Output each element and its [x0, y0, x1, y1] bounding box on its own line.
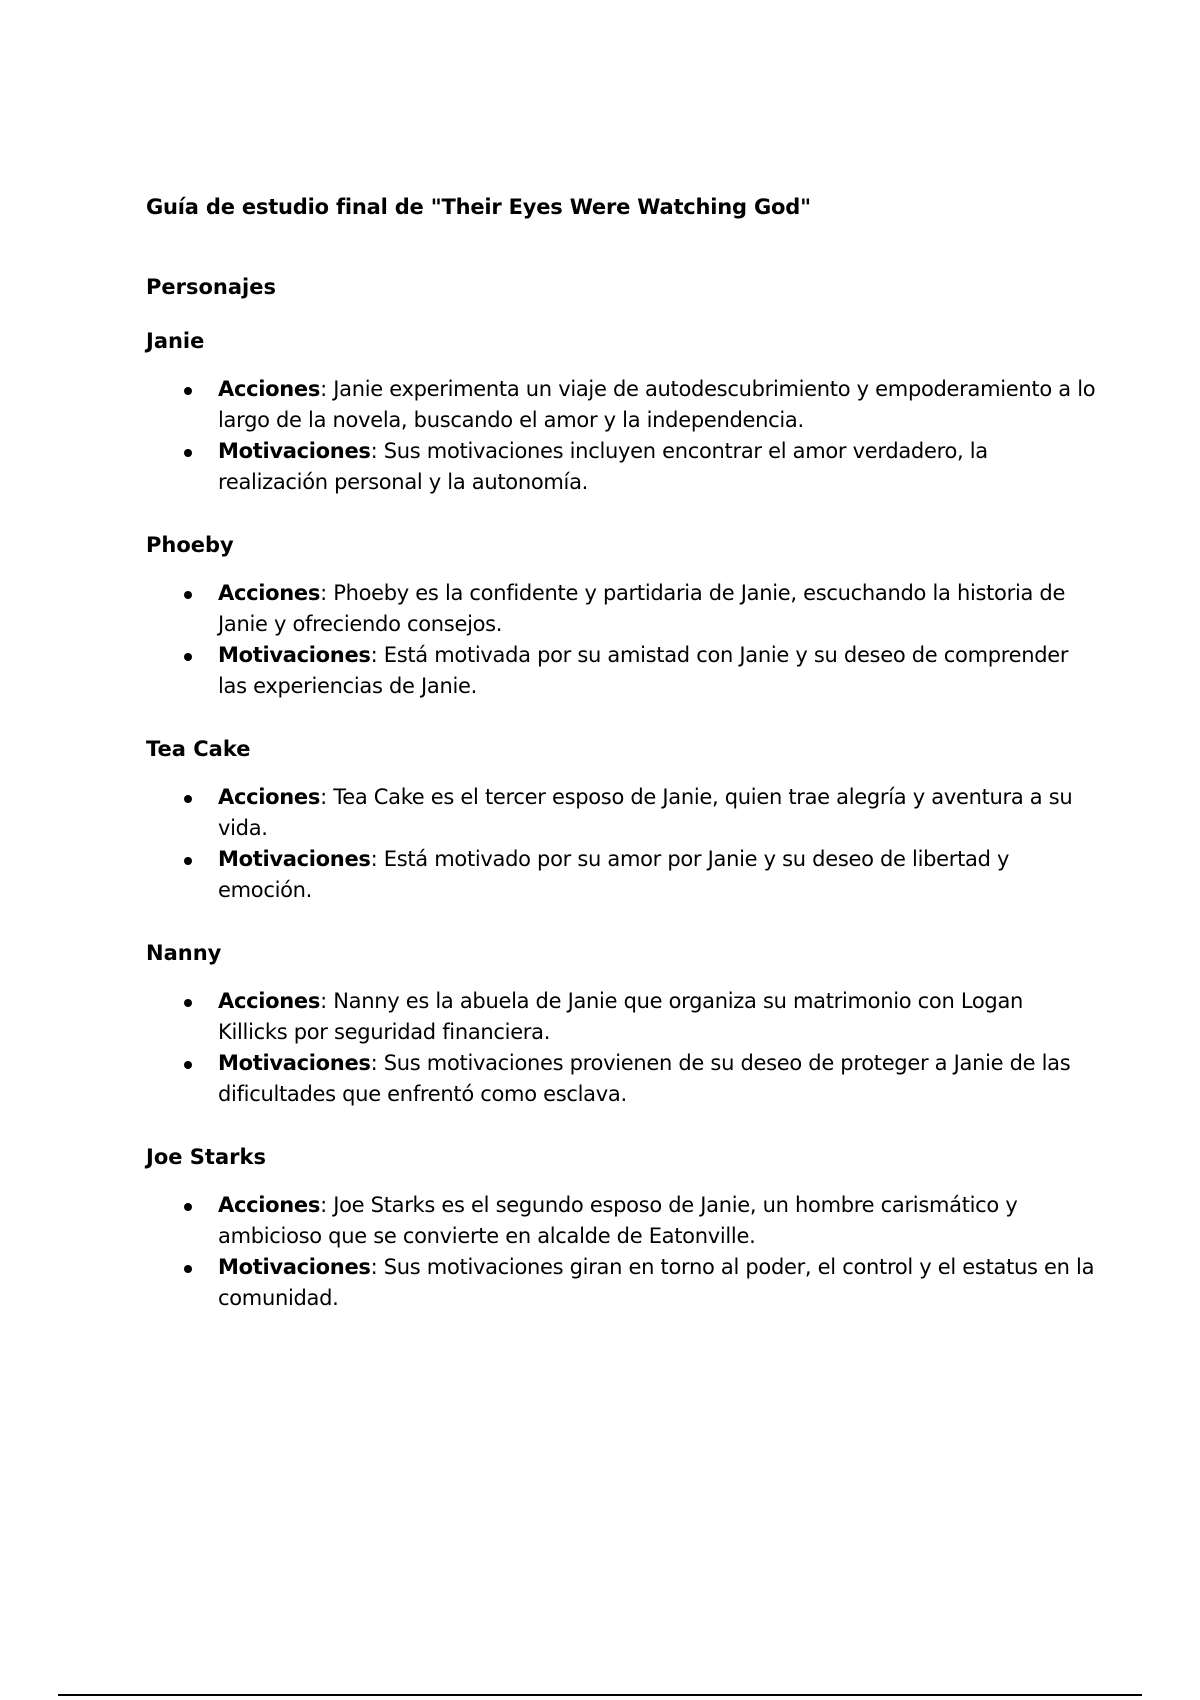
document-title: Guía de estudio final de "Their Eyes Were Watching God" — [146, 195, 811, 219]
item-separator: : — [370, 847, 384, 871]
item-text: Tea Cake es el tercer esposo de Janie, quien trae alegría y aventura a su vida. — [218, 785, 1073, 840]
item-text: Janie experimenta un viaje de autodescubrimiento y empoderamiento a lo largo de la novela, buscando el amor y la independencia. — [218, 377, 1096, 432]
list-item-motivaciones — [146, 1048, 1096, 1110]
item-term: Acciones — [218, 785, 321, 809]
character-name: Tea Cake — [146, 737, 251, 761]
bullet-icon — [184, 1203, 192, 1211]
item-text: Nanny es la abuela de Janie que organiza su matrimonio con Logan Killicks por seguridad financiera. — [218, 989, 1024, 1044]
item-text: Está motivado por su amor por Janie y su deseo de libertad y emoción. — [218, 847, 1010, 902]
item-text: Sus motivaciones provienen de su deseo de proteger a Janie de las dificultades que enfrentó como esclava. — [218, 1051, 1071, 1106]
bullet-icon — [184, 999, 192, 1007]
item-separator: : — [370, 643, 384, 667]
item-term: Acciones — [218, 581, 321, 605]
section-heading-personajes: Personajes — [146, 275, 276, 299]
document-page — [146, 190, 1096, 1346]
character-name: Janie — [146, 329, 205, 353]
item-separator: : — [320, 581, 334, 605]
list-item-acciones — [146, 1190, 1096, 1252]
item-separator: : — [320, 785, 334, 809]
character-details-list — [146, 782, 1096, 906]
character-details-list — [146, 986, 1096, 1110]
item-term: Motivaciones — [218, 1255, 371, 1279]
bullet-icon — [184, 857, 192, 865]
item-term: Acciones — [218, 1193, 321, 1217]
item-text: Sus motivaciones giran en torno al poder, el control y el estatus en la comunidad. — [218, 1255, 1095, 1310]
character-details-list — [146, 1190, 1096, 1314]
item-separator: : — [370, 439, 384, 463]
character-tea-cake — [146, 734, 1096, 906]
item-separator: : — [320, 1193, 334, 1217]
list-item-motivaciones — [146, 436, 1096, 498]
bullet-icon — [184, 387, 192, 395]
character-joe-starks — [146, 1142, 1096, 1314]
bullet-icon — [184, 795, 192, 803]
list-item-motivaciones — [146, 640, 1096, 702]
character-name: Phoeby — [146, 533, 234, 557]
bullet-icon — [184, 1061, 192, 1069]
item-term: Motivaciones — [218, 643, 371, 667]
item-separator: : — [370, 1255, 384, 1279]
character-details-list — [146, 374, 1096, 498]
item-text: Joe Starks es el segundo esposo de Janie, un hombre carismático y ambicioso que se convierte en alcalde de Eatonville. — [218, 1193, 1018, 1248]
item-term: Motivaciones — [218, 847, 371, 871]
list-item-acciones — [146, 986, 1096, 1048]
bullet-icon — [184, 653, 192, 661]
list-item-motivaciones — [146, 1252, 1096, 1314]
bullet-icon — [184, 1265, 192, 1273]
character-janie — [146, 326, 1096, 498]
list-item-acciones — [146, 782, 1096, 844]
item-term: Acciones — [218, 377, 321, 401]
item-text: Phoeby es la confidente y partidaria de Janie, escuchando la historia de Janie y ofreciendo consejos. — [218, 581, 1066, 636]
character-phoeby — [146, 530, 1096, 702]
item-separator: : — [320, 989, 334, 1013]
item-text: Sus motivaciones incluyen encontrar el amor verdadero, la realización personal y la autonomía. — [218, 439, 988, 494]
item-term: Motivaciones — [218, 439, 371, 463]
item-term: Acciones — [218, 989, 321, 1013]
footer-divider — [58, 1694, 1142, 1696]
item-text: Está motivada por su amistad con Janie y su deseo de comprender las experiencias de Janie. — [218, 643, 1069, 698]
bullet-icon — [184, 591, 192, 599]
item-separator: : — [320, 377, 334, 401]
character-name: Nanny — [146, 941, 222, 965]
character-name: Joe Starks — [146, 1145, 266, 1169]
item-separator: : — [370, 1051, 384, 1075]
character-details-list — [146, 578, 1096, 702]
list-item-acciones — [146, 578, 1096, 640]
list-item-motivaciones — [146, 844, 1096, 906]
bullet-icon — [184, 449, 192, 457]
character-nanny — [146, 938, 1096, 1110]
list-item-acciones — [146, 374, 1096, 436]
item-term: Motivaciones — [218, 1051, 371, 1075]
